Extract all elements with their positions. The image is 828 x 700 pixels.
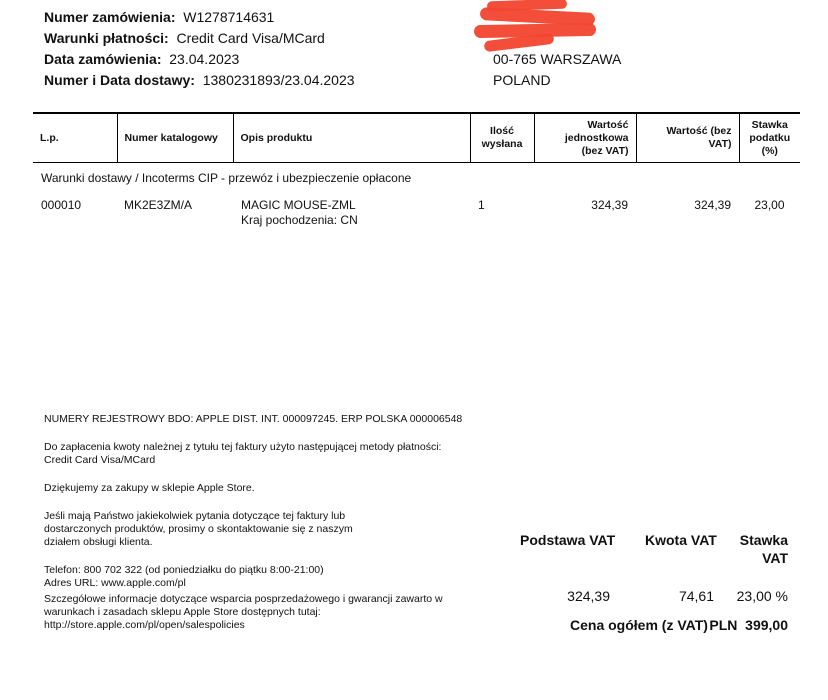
col-header-tax-rate: Stawka podatku (%) — [739, 113, 800, 163]
questions-note: Jeśli mają Państwo jakiekolwiek pytania dotyczące tej faktury lub — [44, 510, 346, 522]
row-unit-value: 324,39 — [591, 198, 628, 212]
support-note: Szczegółowe informacje dotyczące wsparcia posprzedażowego i gwarancji zawarto w — [44, 593, 443, 605]
col-header-description: Opis produktu — [233, 113, 470, 163]
payment-terms-value: Credit Card Visa/MCard — [176, 30, 325, 46]
order-date-value: 23.04.2023 — [169, 51, 240, 67]
row-origin: Kraj pochodzenia: CN — [241, 213, 358, 227]
order-date-label: Data zamówienia: — [44, 51, 162, 67]
row-description: MAGIC MOUSE-ZML — [241, 198, 356, 212]
address-postal-city: 00-765 WARSZAWA — [493, 51, 622, 67]
col-header-value: Wartość (bez VAT) — [636, 113, 739, 163]
payment-terms-label: Warunki płatności: — [44, 30, 169, 46]
vat-base-value: 324,39 — [567, 588, 610, 604]
delivery-number-line — [44, 70, 355, 91]
vat-rate-value: 23,00 % — [736, 588, 788, 604]
incoterms-line: Warunki dostawy / Incoterms CIP - przewóz i ubezpieczenie opłacone — [41, 171, 412, 185]
row-catalog: MK2E3ZM/A — [124, 198, 193, 212]
row-qty: 1 — [478, 198, 485, 212]
sales-policies-link[interactable]: http://store.apple.com/pl/open/salespolicies — [44, 619, 245, 631]
delivery-number-label: Numer i Data dostawy: — [44, 72, 195, 88]
table-header-row — [33, 113, 800, 163]
total-value: PLN 399,00 — [709, 617, 788, 633]
vat-base-label: Podstawa VAT — [520, 532, 616, 548]
row-tax-rate: 23,00 — [754, 198, 785, 212]
questions-note: działem obsługi klienta. — [44, 536, 153, 548]
questions-note: dostarczonych produktów, prosimy o skontaktowanie się z naszym — [44, 523, 353, 535]
payment-terms-line — [44, 28, 325, 49]
order-number-line — [44, 7, 274, 28]
payment-note: Do zapłacenia kwoty należnej z tytułu tej faktury użyto następującej metody płatności: — [44, 441, 442, 453]
order-number-value: W1278714631 — [183, 9, 275, 25]
order-number-label: Numer zamówienia: — [44, 9, 176, 25]
address-country: POLAND — [493, 72, 551, 88]
col-header-catalog: Numer katalogowy — [117, 113, 233, 163]
col-header-qty: Ilość wysłana — [470, 113, 534, 163]
total-label: Cena ogółem (z VAT) — [570, 617, 708, 633]
website-url: Adres URL: www.apple.com/pl — [44, 577, 186, 589]
support-note: warunkach i zasadach sklepu Apple Store dostępnych tutaj: — [44, 606, 321, 618]
phone-number: Telefon: 800 702 322 (od poniedziałku do piątku 8:00-21:00) — [44, 564, 324, 576]
col-header-lp: L.p. — [33, 113, 117, 163]
order-date-line — [44, 49, 239, 70]
vat-amount-value: 74,61 — [678, 588, 714, 604]
vat-rate-label-2: VAT — [762, 550, 788, 566]
delivery-number-value: 1380231893/23.04.2023 — [202, 72, 355, 88]
thanks-note: Dziękujemy za zakupy w sklepie Apple Store. — [44, 482, 255, 494]
bdo-registry: NUMERY REJESTROWY BDO: APPLE DIST. INT. 000097245. ERP POLSKA 000006548 — [44, 413, 463, 425]
payment-method: Credit Card Visa/MCard — [44, 454, 156, 466]
col-header-unit-value: Wartość jednostkowa (bez VAT) — [534, 113, 636, 163]
row-value: 324,39 — [694, 198, 731, 212]
items-table — [33, 112, 800, 163]
row-lp: 000010 — [41, 198, 82, 212]
vat-amount-label: Kwota VAT — [645, 532, 717, 548]
vat-rate-label-1: Stawka — [739, 532, 788, 548]
